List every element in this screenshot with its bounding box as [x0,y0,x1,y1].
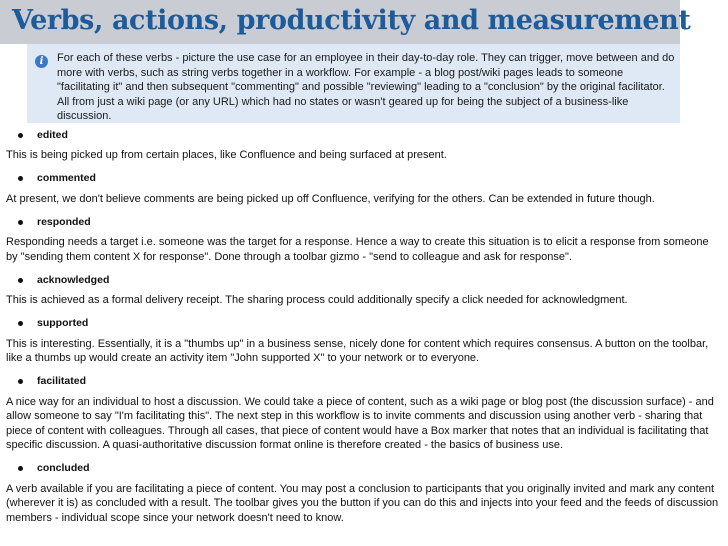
verb-label: concluded [37,462,90,475]
bullet-icon [18,379,23,384]
verb-item-responded [18,215,720,229]
verb-description: At present, we don't believe comments are being picked up off Confluence, verifying for the others. Can be extended in future though. [6,192,655,205]
verb-description: A nice way for an individual to host a discussion. We could take a piece of content, such as a wiki page or blog post (the discussion surface) - and allow someone to say "I'm facilitating this". The next step in this workflow is to invite comments and discussion using another verb - sharing that piece of content with colleagues. Through all cases, that piece of content would have a Box marker that notes that an individual is facilitating that specific discussion. A quasi-authoritative discussion format online is therefore created - the basics of business use. [6,395,714,451]
info-panel [27,44,680,123]
bullet-icon [18,278,23,283]
verb-item-facilitated [18,375,720,389]
info-text: For each of these verbs - picture the use case for an employee in their day-to-day role. They can trigger, move between and do more with verbs, such as string verbs together in a workflow. For example - a blog post/wiki pages leads to someone "facilitating it" and then subsequent "commenting" and possible "reviewing" leading to a "conclusion" by the original facilitator. All from just a wiki page (or any URL) which had no states or wasn't geared up for being the subject of a business-like discussion. [57,52,675,122]
title-bar [0,0,691,44]
verb-description: A verb available if you are facilitating a piece of content. You may post a conclusion to participants that you originally invited and mark any content (wherever it is) as concluded with a result. The toolbar gives you the button if you can do this and injects into your feed and the feeds of discussion members - individual scope since your network doesn't need to know. [6,482,719,524]
verb-item-edited [18,128,720,142]
bullet-icon [18,220,23,225]
verb-list [6,128,720,534]
bullet-icon [18,466,23,471]
verb-label: acknowledged [37,273,110,286]
verb-label: commented [37,172,96,185]
verb-description: This is achieved as a formal delivery receipt. The sharing process could additionally specify a click needed for acknowledgment. [6,294,628,306]
verb-label: supported [37,317,89,330]
bullet-icon [18,321,23,326]
verb-description: This is being picked up from certain places, like Confluence and being surfaced at present. [6,149,447,161]
bullet-icon [18,133,23,138]
verb-item-concluded [18,462,720,476]
verb-label: edited [37,128,68,141]
verb-item-supported [18,317,720,331]
verb-item-acknowledged [18,273,720,287]
bullet-icon [18,176,23,181]
info-icon: i [35,55,48,68]
page-title: Verbs, actions, productivity and measurement [12,5,691,36]
verb-label: responded [37,215,91,228]
verb-description: Responding needs a target i.e. someone was the target for a response. Hence a way to create this situation is to elicit a response from someone by "sending them content X for response". Done through a toolbar gizmo - "send to colleague and ask for response". [6,236,709,263]
verb-description: This is interesting. Essentially, it is a "thumbs up" in a business sense, nicely done for content which requires consensus. A button on the toolbar, like a thumbs up would create an activity item "John supported X" to your network or to everyone. [6,337,709,364]
verb-label: facilitated [37,375,87,388]
verb-item-commented [18,172,720,186]
